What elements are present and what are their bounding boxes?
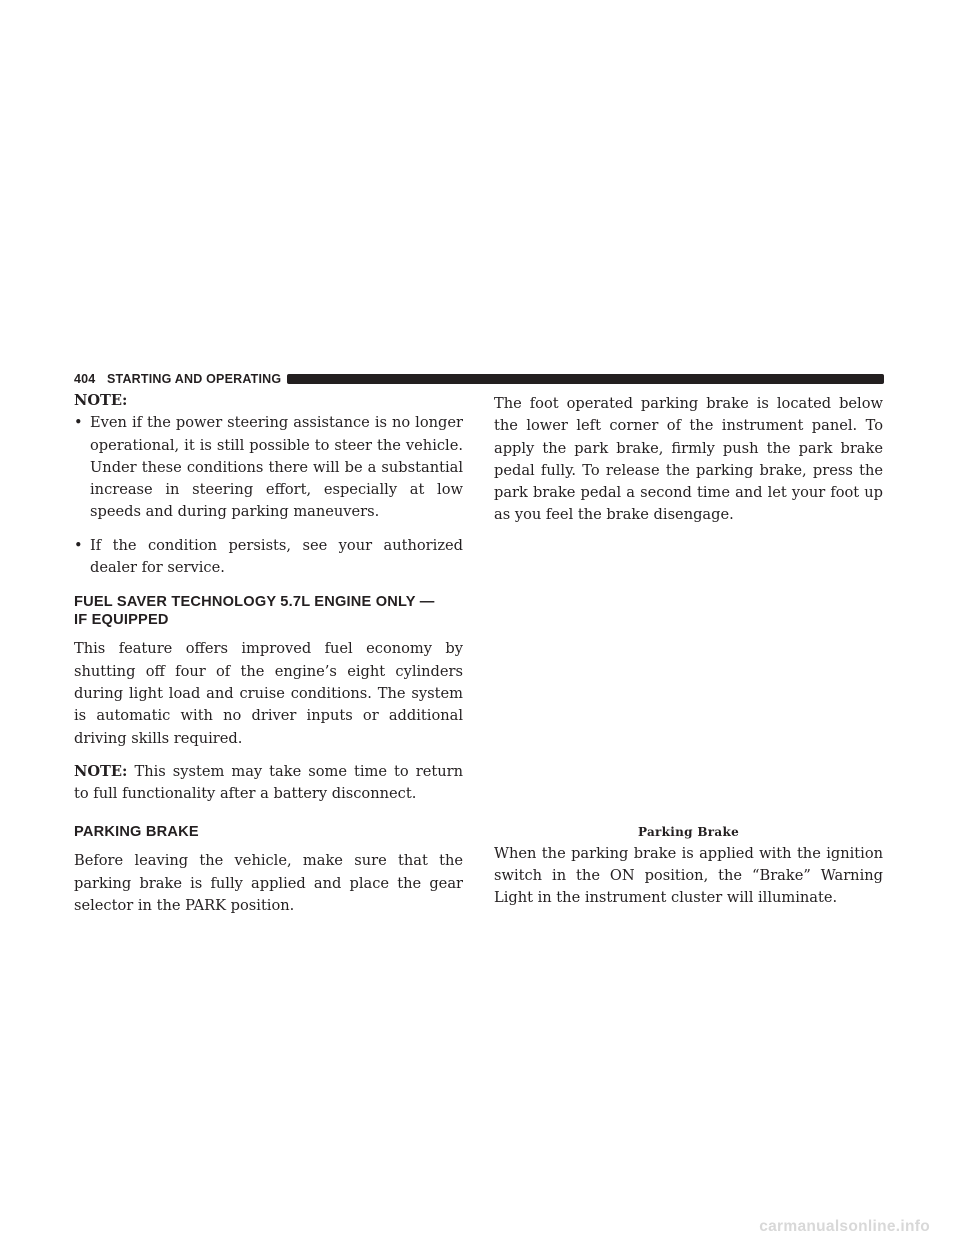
left-column: [74, 390, 463, 928]
bullet-text: Even if the power steering assistance is no longer operational, it is still possible to steer the vehicle. Under these conditions there will be a substantial increase in steering effort, especially at low speeds and during parking maneuvers.: [90, 414, 463, 521]
note-bullet-list: [74, 412, 463, 579]
bullet-icon: •: [74, 536, 83, 554]
fuel-saver-note: [74, 761, 463, 806]
note-heading: NOTE:: [74, 392, 128, 409]
right-column: [494, 390, 883, 921]
fuel-saver-paragraph: This feature offers improved fuel economy by shutting off four of the engine’s eight cylinders during light load and cruise conditions. The system is automatic with no driver inputs or additional driving skills required.: [74, 640, 463, 747]
parking-brake-paragraph: Before leaving the vehicle, make sure that the parking brake is fully applied and place the gear selector in the PARK position.: [74, 852, 463, 915]
parking-brake-heading: PARKING BRAKE: [74, 824, 199, 841]
section-title: STARTING AND OPERATING: [107, 372, 282, 386]
watermark-text: carmanualsonline.info: [759, 1218, 930, 1235]
page-header: [74, 372, 884, 386]
foot-brake-paragraph: The foot operated parking brake is located below the lower left corner of the instrument panel. To apply the park brake, firmly push the park brake pedal fully. To release the parking brake, press the park brake pedal a second time and let your foot up as you feel the brake disengage.: [494, 395, 883, 524]
parking-brake-figure: [494, 538, 883, 843]
note-text: This system may take some time to return to full functionality after a battery disconnect.: [74, 762, 463, 803]
warning-light-paragraph: When the parking brake is applied with the ignition switch in the ON position, the “Brake” Warning Light in the instrument cluster will illuminate.: [494, 844, 883, 907]
figure-caption: Parking Brake: [637, 824, 740, 839]
fuel-saver-heading: [74, 593, 463, 629]
fuel-heading-line1: FUEL SAVER TECHNOLOGY 5.7L ENGINE ONLY —: [74, 594, 435, 611]
bullet-text: If the condition persists, see your authorized dealer for service.: [90, 536, 463, 577]
page-number: 404: [74, 372, 96, 386]
header-rule: [287, 374, 884, 384]
bullet-icon: •: [74, 414, 83, 432]
list-item: [74, 412, 463, 523]
note-label: NOTE:: [74, 762, 128, 780]
list-item: [74, 535, 463, 580]
fuel-heading-line2: IF EQUIPPED: [74, 612, 169, 629]
